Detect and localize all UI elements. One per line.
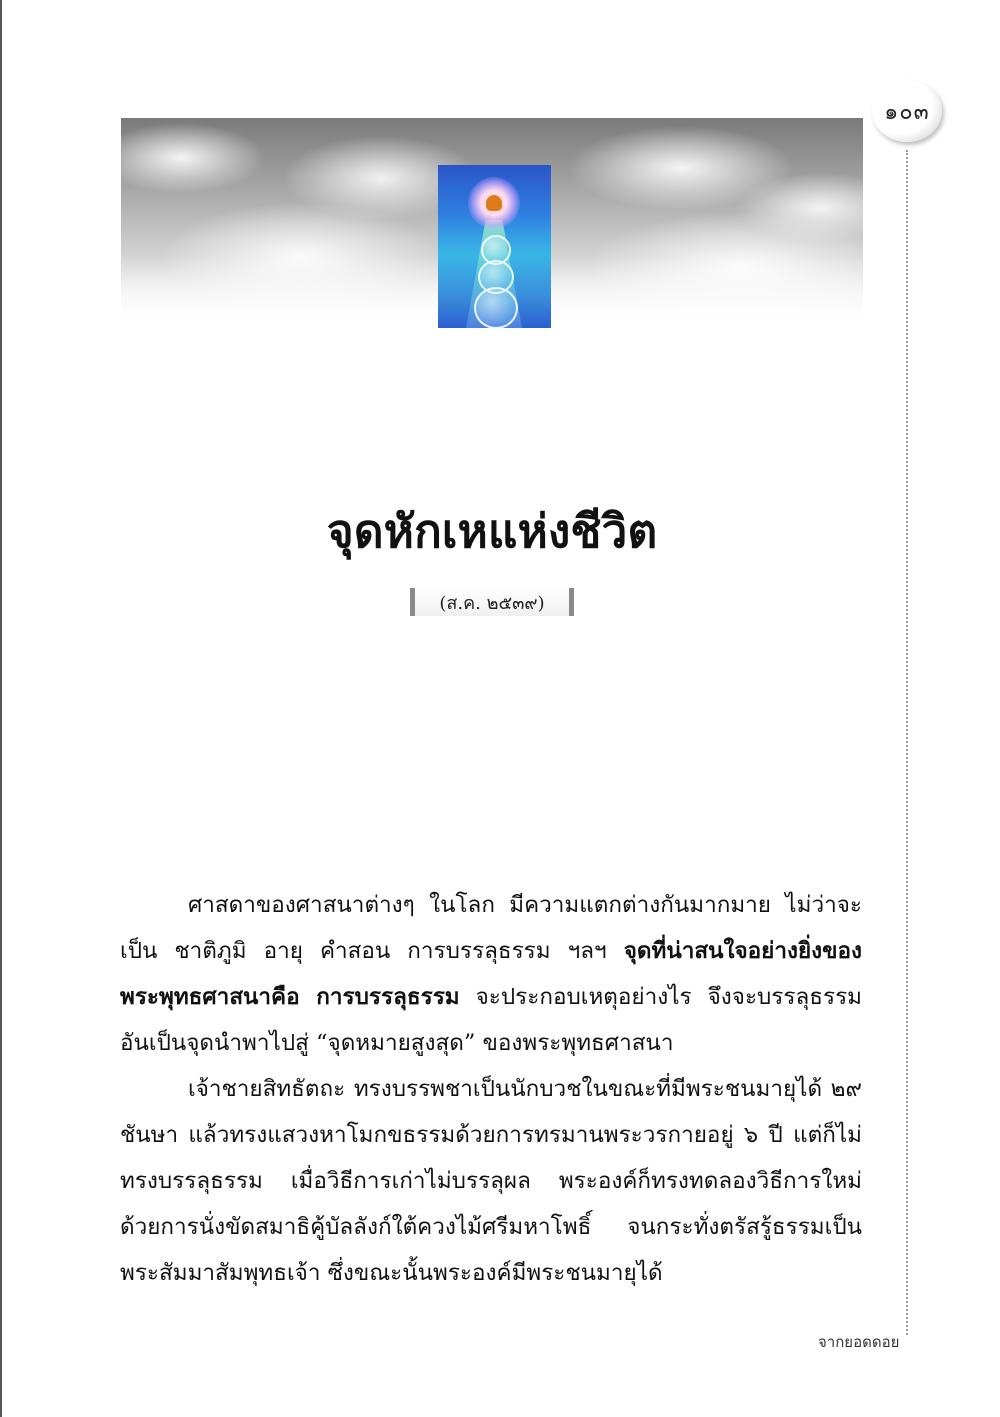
paragraph-1-bold: จุดที่น่าสนใจอย่างยิ่งของพระพุทธศาสนาคือ การบรรลุธรรม: [120, 938, 862, 1010]
page-number: ๑๐๓: [884, 99, 930, 125]
year-label: (ส.ค. ๒๕๓๙): [439, 592, 545, 614]
paragraph-2: เจ้าชายสิทธัตถะ ทรงบรรพชาเป็นนักบวชในขณะที่มีพระชนมายุได้ ๒๙ ชันษา แล้วทรงแสวงหาโมกขธรรมด้วยการทรมานพระวรกายอยู่ ๖ ปี แต่ก็ไม่ทรงบรรลุธรรม เมื่อวิธีการเก่าไม่บรรลุผล พระองค์ก็ทรงทดลองวิธีการใหม่ ด้วยการนั่งขัดสมาธิคู้บัลลังก์ใต้ควงไม้ศรีมหาโพธิ์ จนกระทั่งตรัสรู้ธรรมเป็นพระสัมมาสัมพุทธเจ้า ซึ่งขณะนั้นพระองค์มีพระชนมายุได้: [120, 1076, 862, 1286]
footer-book-title: จากยอดดอย: [818, 1333, 900, 1351]
dotted-margin-rule: [906, 150, 908, 1335]
seated-figure-icon: [486, 195, 502, 211]
orb-bottom: [474, 287, 518, 328]
article-title: จุดหักเหแห่งชีวิต: [326, 504, 658, 558]
paragraph-1-text-a: ศาสดาของศาสนาต่างๆ ในโลก มีความแตกต่างกันมากมาย ไม่ว่าจะเป็น ชาติภูมิ อายุ คำสอน การบรรลุธรรม ฯลฯ: [120, 892, 862, 964]
left-margin-rule: [0, 0, 2, 1417]
year-tag: [410, 588, 574, 616]
article-body: [120, 882, 862, 1296]
paragraph-1-text-b: จะประกอบเหตุอย่างไร จึงจะบรรลุธรรม อันเป็นจุดนำพาไปสู่ “จุดหมายสูงสุด” ของพระพุทธศาสนา: [120, 984, 862, 1056]
page-number-badge: [872, 80, 942, 142]
paragraph-1: [120, 882, 862, 1066]
meditation-figure-portrait: [438, 165, 551, 328]
